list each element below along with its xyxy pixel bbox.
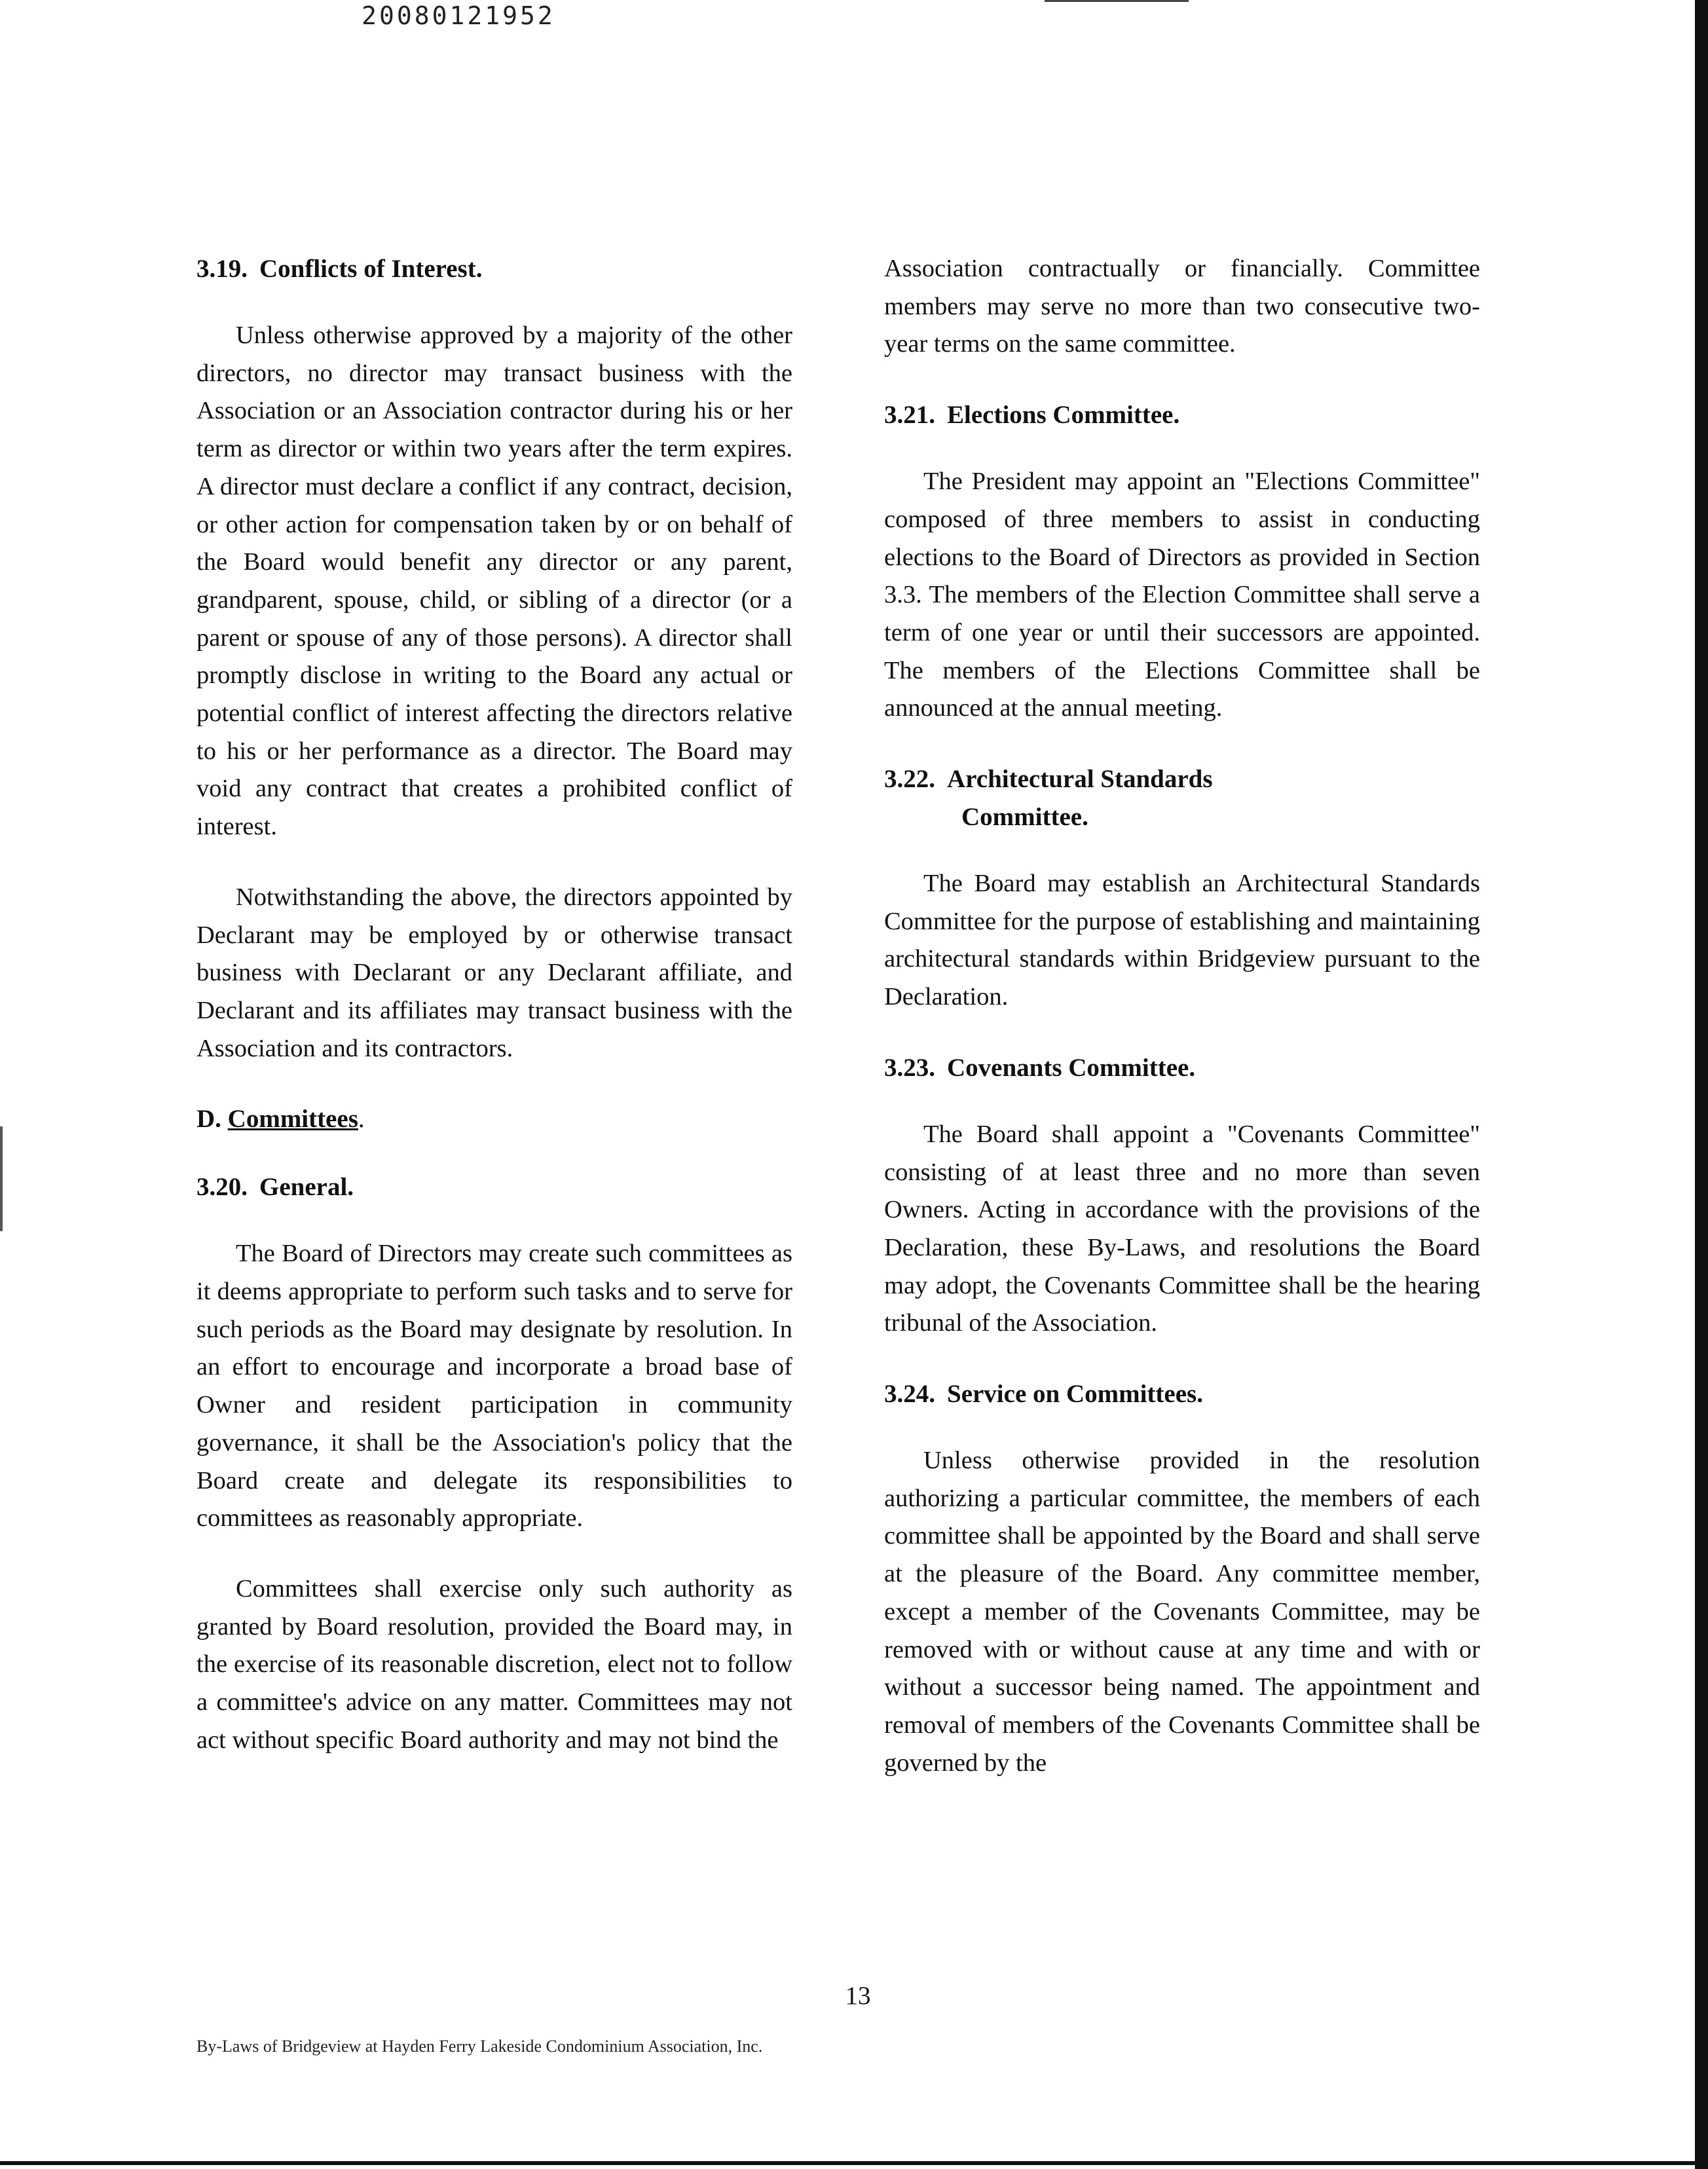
part-heading-d — [196, 1100, 792, 1138]
section-heading-3-19 — [196, 250, 792, 288]
document-number: 20080121952 — [362, 1, 555, 30]
section-number: 3.23. — [884, 1053, 935, 1082]
section-number: 3.24. — [884, 1380, 935, 1409]
scan-edge — [1695, 0, 1708, 2169]
section-title-line-2: Committee. — [961, 803, 1088, 832]
section-heading-3-24 — [884, 1375, 1480, 1413]
section-title: Service on Committees. — [947, 1380, 1203, 1409]
paragraph: Committees shall exercise only such authority as granted by Board resolution, provided the Board may, in the exercise of its reasonable discretion, elect not to follow a committee's advice on any matter. Committees may not act without specific Board authority and may not bind the — [196, 1574, 792, 1754]
section-number: 3.20. — [196, 1173, 248, 1202]
section-title: Conflicts of Interest. — [259, 255, 483, 283]
top-rule — [1045, 0, 1189, 2]
section-title: Covenants Committee. — [947, 1053, 1196, 1082]
section-heading-3-21 — [884, 396, 1480, 434]
section-heading-3-22 — [884, 760, 1480, 836]
bottom-rule — [0, 2161, 1708, 2165]
paragraph-continued: Association contractually or financially. Committee members may serve no more than two consecutive two-year terms on the same committee. — [884, 255, 1480, 358]
page-footer: By-Laws of Bridgeview at Hayden Ferry Lakeside Condominium Association, Inc. — [196, 2037, 763, 2056]
section-title: General. — [259, 1173, 354, 1202]
scan-mark — [0, 1126, 3, 1231]
section-heading-3-23 — [884, 1049, 1480, 1087]
part-letter: D. — [196, 1105, 221, 1134]
paragraph: The President may appoint an "Elections Committee" composed of three members to assist in conducting elections to the Board of Directors as provided in Section 3.3. The members of the Election Committee shall serve a term of one year or until their successors are appointed. The members of the Elections Committee shall be announced at the annual meeting. — [884, 468, 1480, 722]
left-column — [196, 250, 792, 1760]
section-number: 3.22. — [884, 765, 935, 794]
paragraph: Unless otherwise approved by a majority of the other directors, no director may transact business with the Association or an Association contractor during his or her term as director or within two years after the term expires. A director must declare a conflict if any contract, decision, or other action for compensation taken by or on behalf of the Board would benefit any director or any parent, grandparent, spouse, child, or sibling of a director (or a parent or spouse of any of those persons). A director shall promptly disclose in writing to the Board any actual or potential conflict of interest affecting the directors relative to his or her performance as a director. The Board may void any contract that creates a prohibited conflict of interest. — [196, 322, 792, 841]
section-number: 3.19. — [196, 255, 248, 283]
right-column — [884, 250, 1480, 1782]
paragraph: Unless otherwise provided in the resolution authorizing a particular committee, the members of each committee shall be appointed by the Board and shall serve at the pleasure of the Board. Any committee member, except a member of the Covenants Committee, may be removed with or without cause at any time and with or without a successor being named. The appointment and removal of members of the Covenants Committee shall be governed by the — [884, 1447, 1480, 1777]
page-number: 13 — [845, 1982, 871, 2010]
part-title: Committees — [227, 1105, 358, 1134]
part-period: . — [358, 1105, 365, 1134]
paragraph: The Board shall appoint a "Covenants Committee" consisting of at least three and no more than seven Owners. Acting in accordance with the provisions of the Declaration, these By-Laws, and resolutions the Board may adopt, the Covenants Committee shall be the hearing tribunal of the Association. — [884, 1120, 1480, 1337]
section-heading-3-20 — [196, 1168, 792, 1206]
paragraph: The Board may establish an Architectural Standards Committee for the purpose of establishing and maintaining architectural standards within Bridgeview pursuant to the Declaration. — [884, 870, 1480, 1011]
section-title: Architectural Standards — [947, 765, 1213, 794]
section-number: 3.21. — [884, 401, 935, 430]
paragraph: Notwithstanding the above, the directors appointed by Declarant may be employed by or otherwise transact business with Declarant or any Declarant affiliate, and Declarant and its affiliates may transact business with the Association and its contractors. — [196, 883, 792, 1062]
section-title: Elections Committee. — [947, 401, 1180, 430]
paragraph: The Board of Directors may create such committees as it deems appropriate to perform such tasks and to serve for such periods as the Board may designate by resolution. In an effort to encourage and incorporate a broad base of Owner and resident participation in community governance, it shall be the Association's policy that the Board create and delegate its responsibilities to committees as reasonably appropriate. — [196, 1240, 792, 1532]
